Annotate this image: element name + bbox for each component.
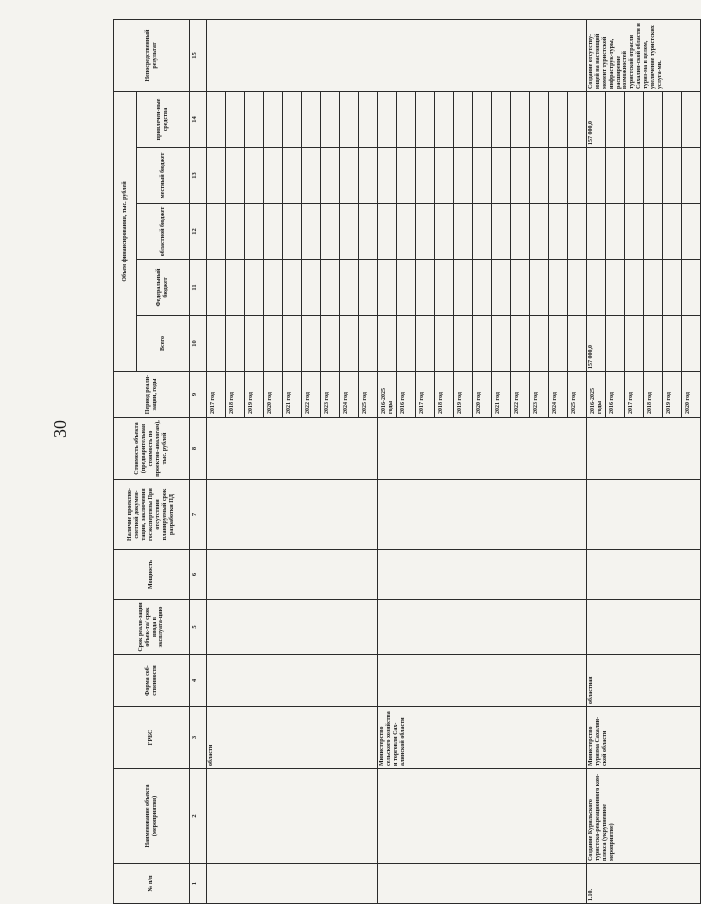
- col-number: 3: [190, 707, 207, 769]
- col-number: 10: [190, 316, 207, 372]
- cell-period: 2016-2025 годы: [378, 372, 397, 418]
- cell-period: 2020 год: [473, 372, 492, 418]
- cell-name: Создание Курильского туристско-рекреационного ком-плекса (укрупненное мероприятие): [587, 769, 701, 864]
- cell-capacity: [587, 550, 701, 600]
- table-row: [207, 20, 226, 904]
- cell-project-doc: [378, 480, 587, 550]
- cell-period: 2023 год: [530, 372, 549, 418]
- header-cost: Стоимость объекта (предварительная стоимость по проектно-аналогам), тыс. рублей: [114, 418, 190, 480]
- col-number: 8: [190, 418, 207, 480]
- cell-period: 2016-2025 годы: [587, 372, 606, 418]
- cell-term: [587, 600, 701, 655]
- cell-period: 2018 год: [435, 372, 454, 418]
- cell-project-doc: [587, 480, 701, 550]
- cell-ownership: [207, 655, 378, 707]
- cell-project-doc: [207, 480, 378, 550]
- cell-result: [207, 20, 587, 92]
- header-total: Всего: [137, 316, 190, 372]
- col-number: 9: [190, 372, 207, 418]
- header-project-doc: Наличие проектно-сметной докумен-тации, заключения госэкспертизы При отсутствии планируемый срок разработки ПД: [114, 480, 190, 550]
- col-number: 12: [190, 204, 207, 260]
- column-number-row: [190, 20, 207, 904]
- col-number: 2: [190, 769, 207, 864]
- cell-period: 2025 год: [568, 372, 587, 418]
- cell-num: 1.10.: [587, 864, 701, 904]
- cell-total: 157 000,0: [587, 316, 606, 372]
- cell-num: [378, 864, 587, 904]
- col-number: 4: [190, 655, 207, 707]
- col-number: 6: [190, 550, 207, 600]
- cell-period: 2021 год: [283, 372, 302, 418]
- program-table: [113, 19, 701, 904]
- cell-name: [207, 769, 378, 864]
- cell-period: 2016 год: [606, 372, 625, 418]
- cell-cost: [378, 418, 587, 480]
- cell-period: 2019 год: [245, 372, 264, 418]
- col-number: 7: [190, 480, 207, 550]
- table-row: [378, 20, 397, 904]
- cell-capacity: [207, 550, 378, 600]
- cell-period: 2017 год: [207, 372, 226, 418]
- cell-period: 2023 год: [321, 372, 340, 418]
- header-num: № п/п: [114, 864, 190, 904]
- col-number: 11: [190, 260, 207, 316]
- cell-cost: [587, 418, 701, 480]
- col-number: 5: [190, 600, 207, 655]
- cell-period: 2021 год: [492, 372, 511, 418]
- cell-grbs: Министерство сельского хозяйства и торговли Сах-алинской области: [378, 707, 587, 769]
- cell-period: 2016 год: [397, 372, 416, 418]
- header-name: Наименование объекта (мероприятия): [114, 769, 190, 864]
- cell-period: 2022 год: [511, 372, 530, 418]
- table-row: [587, 20, 606, 904]
- header-local: местный бюджет: [137, 148, 190, 204]
- cell-period: 2024 год: [340, 372, 359, 418]
- col-number: 15: [190, 20, 207, 92]
- cell-ownership: областная: [587, 655, 701, 707]
- col-number: 13: [190, 148, 207, 204]
- header-grbs: ГРБС: [114, 707, 190, 769]
- header-capacity: Мощность: [114, 550, 190, 600]
- header-result: Непосредственный результат: [114, 20, 190, 92]
- cell-term: [207, 600, 378, 655]
- header-regional: областной бюджет: [137, 204, 190, 260]
- cell-period: 2017 год: [416, 372, 435, 418]
- header-ownership: Форма соб-ственности: [114, 655, 190, 707]
- header-term: Срок реали-зации объек-та/ срок ввода в эксплуата-цию: [114, 600, 190, 655]
- header-funding-group: Объем финансирования, тыс. рублей: [114, 92, 137, 372]
- header-period: Период реали-зации, годы: [114, 372, 190, 418]
- cell-period: 2025 год: [359, 372, 378, 418]
- cell-num: [207, 864, 378, 904]
- cell-period: 2019 год: [454, 372, 473, 418]
- cell-cost: [207, 418, 378, 480]
- cell-result: Создание отсутству-ющей на настоящий момент туристской инфраструк-туры, расширение возможностей туристской отрасли Сахалин-ской области и туриз-ма в целом, увеличение туристских услуга-ми.: [587, 20, 701, 92]
- header-other: привлечен-ные средства: [137, 92, 190, 148]
- cell-period: 2017 год: [625, 372, 644, 418]
- cell-capacity: [378, 550, 587, 600]
- cell-period: 2022 год: [302, 372, 321, 418]
- cell-grbs: Министерство туризма Сахалин-ской области: [587, 707, 701, 769]
- cell-period: 2018 год: [644, 372, 663, 418]
- cell-period: 2018 год: [226, 372, 245, 418]
- col-number: 14: [190, 92, 207, 148]
- cell-period: 2020 год: [264, 372, 283, 418]
- header-federal: Федеральный бюджет: [137, 260, 190, 316]
- cell-period: 2024 год: [549, 372, 568, 418]
- cell-period: 2019 год: [663, 372, 682, 418]
- cell-ownership: [378, 655, 587, 707]
- col-number: 1: [190, 864, 207, 904]
- cell-other: 157 000,0: [587, 92, 606, 148]
- rotated-table-sheet: [113, 20, 691, 904]
- page-number: 30: [50, 420, 70, 438]
- cell-name: [378, 769, 587, 864]
- cell-period: 2020 год: [682, 372, 701, 418]
- cell-grbs: области: [207, 707, 378, 769]
- cell-term: [378, 600, 587, 655]
